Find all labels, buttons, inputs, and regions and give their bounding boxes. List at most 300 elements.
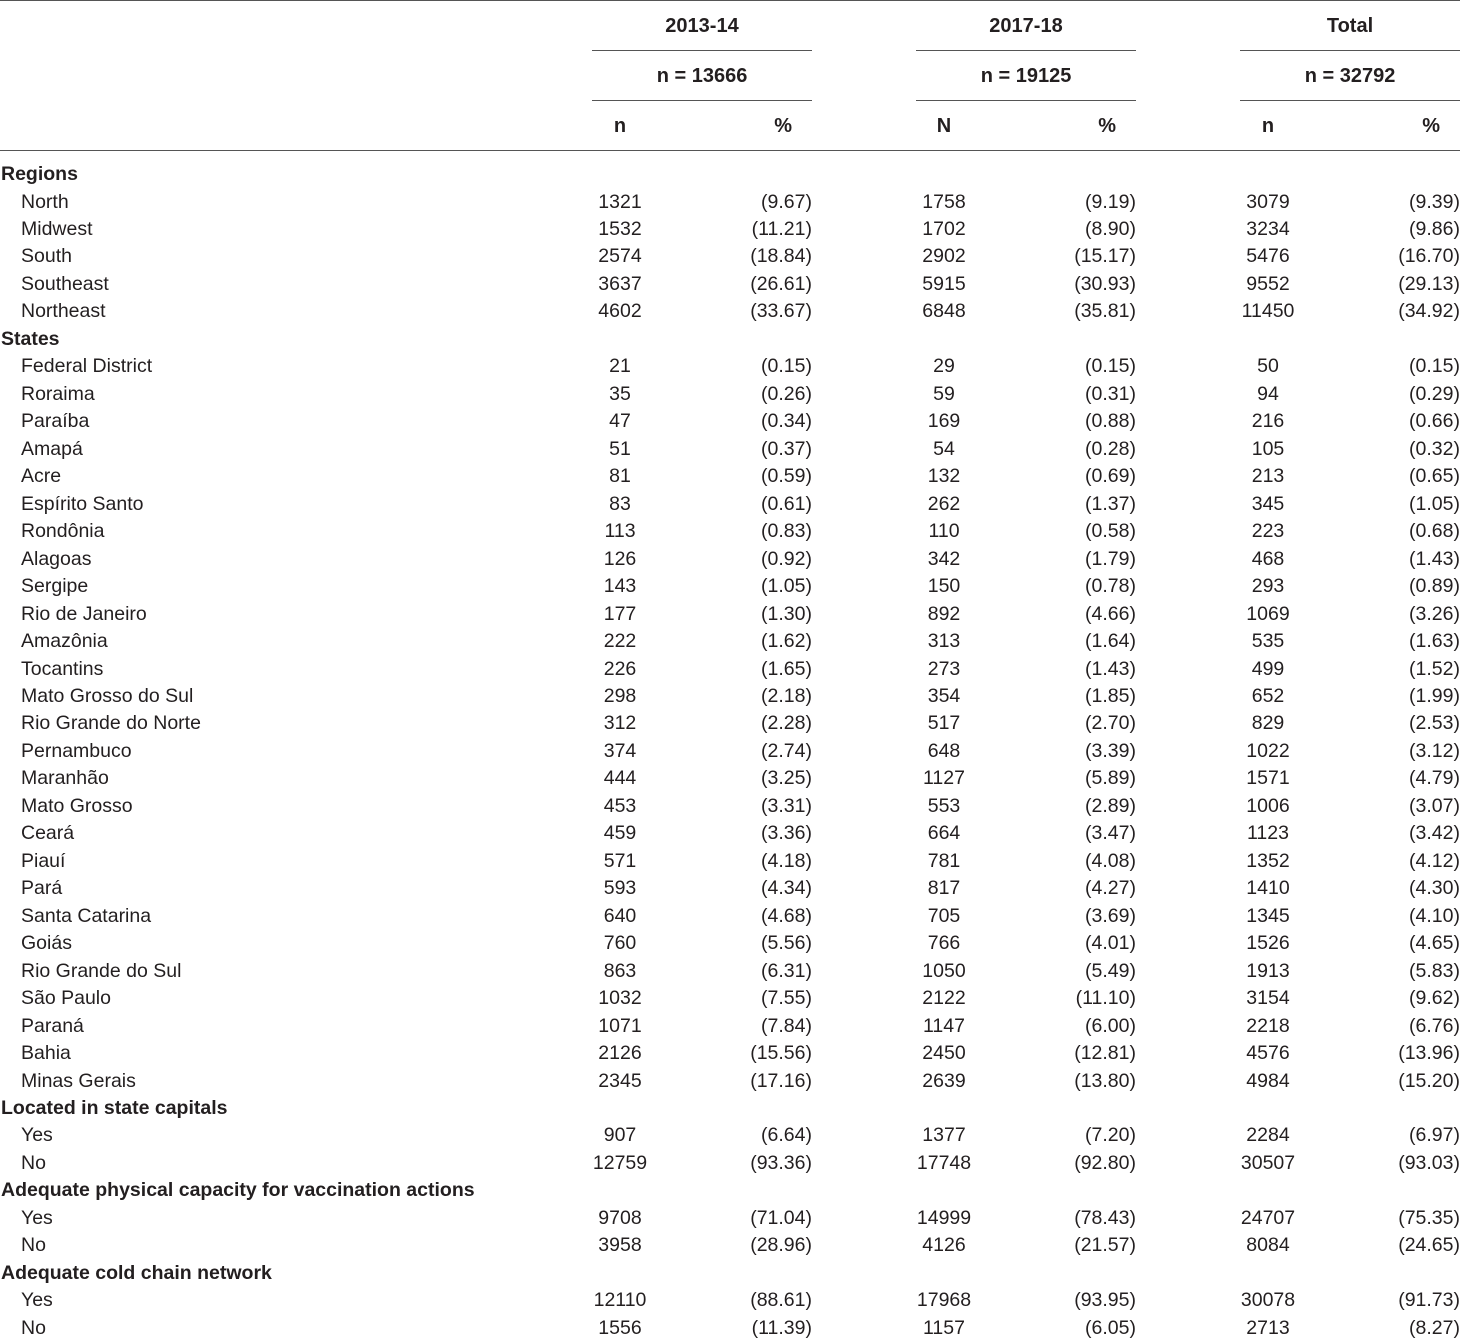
cell-percent: (8.90) (1085, 217, 1136, 240)
cell-percent: (9.67) (761, 190, 812, 213)
cell-percent: (1.64) (1085, 630, 1136, 652)
row-label: Sergipe (21, 575, 89, 597)
table-row (0, 1315, 1460, 1342)
table-row (0, 985, 1460, 1012)
row-label: Pernambuco (21, 739, 132, 762)
cell-count: 342 (927, 547, 961, 570)
cell-percent: (2.53) (1409, 712, 1460, 735)
cell-percent: (6.00) (1085, 1014, 1136, 1037)
cell-percent: (3.12) (1409, 739, 1460, 762)
header-sample-rule-3 (1240, 100, 1460, 101)
cell-percent: (4.10) (1409, 904, 1460, 927)
row-label: Goiás (21, 932, 72, 955)
cell-count: 354 (927, 684, 961, 707)
row-label: Pará (21, 877, 63, 900)
cell-count: 298 (603, 684, 637, 707)
cell-count: 94 (1257, 382, 1279, 405)
cell-count: 1526 (1246, 932, 1290, 955)
cell-count: 6848 (922, 300, 966, 323)
cell-percent: (24.65) (1398, 1234, 1460, 1257)
row-label: No (21, 1316, 46, 1339)
cell-count: 312 (603, 712, 637, 735)
cell-percent: (9.39) (1409, 190, 1460, 213)
cell-percent: (0.65) (1409, 465, 1460, 488)
row-label: No (21, 1151, 46, 1174)
cell-count: 1345 (1246, 904, 1290, 927)
cell-percent: (3.39) (1085, 739, 1136, 762)
cell-count: 571 (603, 849, 637, 872)
cell-count: 81 (609, 465, 631, 488)
cell-count: 17748 (916, 1151, 972, 1174)
cell-percent: (1.43) (1085, 657, 1136, 680)
cell-count: 150 (927, 575, 961, 597)
cell-percent: (71.04) (750, 1206, 812, 1229)
table-row (0, 710, 1460, 737)
cell-percent: (1.79) (1085, 547, 1136, 570)
cell-percent: (0.61) (761, 492, 812, 515)
cell-percent: (1.63) (1409, 630, 1460, 652)
row-label: Mato Grosso (21, 794, 133, 817)
cell-percent: (5.56) (761, 932, 812, 955)
cell-percent: (30.93) (1074, 272, 1136, 295)
col-header-n-total: n (1261, 115, 1275, 137)
table-row (0, 958, 1460, 985)
cell-percent: (35.81) (1074, 300, 1136, 323)
cell-percent: (3.07) (1409, 794, 1460, 817)
cell-percent: (11.21) (751, 217, 812, 240)
cell-percent: (0.29) (1409, 382, 1460, 405)
cell-percent: (1.85) (1085, 684, 1136, 707)
cell-percent: (21.57) (1074, 1234, 1136, 1257)
cell-count: 664 (927, 822, 961, 845)
cell-percent: (0.66) (1409, 410, 1460, 433)
cell-count: 83 (609, 492, 631, 515)
table-row (0, 189, 1460, 216)
cell-count: 2345 (598, 1069, 642, 1092)
table-row (0, 1040, 1460, 1067)
cell-percent: (75.35) (1398, 1206, 1460, 1229)
cell-count: 1532 (598, 217, 642, 240)
header-group-rule-1 (592, 50, 812, 51)
cell-percent: (0.89) (1409, 575, 1460, 597)
cell-percent: (1.43) (1409, 547, 1460, 570)
cell-count: 9552 (1246, 272, 1290, 295)
row-label: Santa Catarina (21, 904, 152, 927)
cell-percent: (0.34) (761, 410, 812, 433)
cell-count: 35 (609, 382, 631, 405)
table-row (0, 656, 1460, 683)
cell-count: 216 (1251, 410, 1285, 433)
cell-count: 3079 (1246, 190, 1290, 213)
cell-count: 177 (603, 602, 637, 625)
table-row (0, 518, 1460, 545)
cell-percent: (88.61) (750, 1289, 812, 1312)
cell-percent: (15.56) (750, 1042, 812, 1064)
row-label: Bahia (21, 1042, 71, 1064)
row-label: Midwest (21, 217, 93, 240)
table-row (0, 765, 1460, 792)
cell-count: 5915 (922, 272, 966, 295)
cell-count: 1050 (922, 959, 966, 982)
section-header-row (0, 326, 1460, 353)
cell-percent: (9.86) (1409, 217, 1460, 240)
cell-percent: (4.68) (761, 904, 812, 927)
row-label: Rio de Janeiro (21, 602, 147, 625)
cell-percent: (93.95) (1074, 1289, 1136, 1312)
row-label: Yes (21, 1289, 53, 1312)
table-row (0, 408, 1460, 435)
row-label: Maranhão (21, 767, 109, 790)
header-group-rule-3 (1240, 50, 1460, 51)
cell-count: 453 (603, 794, 637, 817)
cell-count: 1123 (1247, 822, 1289, 845)
section-header-row (0, 161, 1460, 188)
cell-percent: (7.55) (761, 987, 812, 1010)
cell-count: 553 (927, 794, 961, 817)
table-row (0, 436, 1460, 463)
section-label: Adequate cold chain network (1, 1261, 272, 1284)
cell-percent: (0.58) (1085, 520, 1136, 543)
cell-percent: (7.20) (1085, 1124, 1136, 1147)
cell-percent: (93.03) (1398, 1151, 1460, 1174)
cell-percent: (28.96) (750, 1234, 812, 1257)
cell-count: 1556 (598, 1316, 642, 1339)
section-label: Adequate physical capacity for vaccination actions (1, 1179, 475, 1202)
row-label: Northeast (21, 300, 106, 323)
cell-percent: (9.19) (1085, 190, 1136, 213)
cell-count: 1702 (922, 217, 966, 240)
cell-count: 5476 (1246, 245, 1290, 268)
cell-percent: (6.05) (1085, 1316, 1136, 1339)
header-group-2017-18: 2017-18 (989, 15, 1063, 37)
cell-percent: (3.36) (761, 822, 812, 845)
cell-percent: (78.43) (1074, 1206, 1136, 1229)
cell-count: 2218 (1246, 1014, 1290, 1037)
cell-percent: (3.42) (1409, 822, 1460, 845)
table-row (0, 271, 1460, 298)
cell-count: 535 (1251, 630, 1285, 652)
cell-count: 1758 (922, 190, 966, 213)
cell-count: 14999 (916, 1206, 972, 1229)
row-label: North (21, 190, 69, 213)
cell-count: 863 (603, 959, 637, 982)
row-label: Yes (21, 1206, 53, 1229)
row-label: Acre (21, 465, 62, 488)
cell-count: 47 (609, 410, 631, 433)
cell-count: 3154 (1246, 987, 1290, 1010)
row-label: São Paulo (21, 987, 111, 1010)
cell-percent: (5.83) (1409, 959, 1460, 982)
header-group-rule-2 (916, 50, 1136, 51)
cell-count: 1127 (923, 767, 965, 790)
cell-count: 374 (603, 739, 637, 762)
cell-count: 213 (1251, 465, 1285, 488)
cell-count: 760 (603, 932, 637, 955)
cell-count: 2126 (598, 1042, 642, 1064)
cell-percent: (2.28) (761, 712, 812, 735)
cell-count: 11450 (1241, 300, 1295, 323)
table-row (0, 216, 1460, 243)
table-row (0, 1013, 1460, 1040)
row-label: Piauí (21, 849, 66, 872)
table-row (0, 1232, 1460, 1259)
cell-percent: (91.73) (1398, 1289, 1460, 1312)
cell-percent: (6.76) (1409, 1014, 1460, 1037)
cell-percent: (5.89) (1085, 767, 1136, 790)
cell-percent: (0.15) (1409, 355, 1460, 378)
section-label: States (1, 327, 60, 350)
cell-percent: (1.52) (1409, 657, 1460, 680)
cell-count: 1157 (923, 1316, 965, 1339)
cell-percent: (9.62) (1409, 987, 1460, 1010)
cell-percent: (2.89) (1085, 794, 1136, 817)
cell-count: 829 (1251, 712, 1285, 735)
cell-percent: (15.17) (1074, 245, 1136, 268)
cell-count: 345 (1251, 492, 1285, 515)
table-row (0, 793, 1460, 820)
cell-count: 30078 (1240, 1289, 1296, 1312)
cell-count: 21 (609, 355, 631, 378)
row-label: Amazônia (21, 630, 108, 652)
cell-percent: (4.79) (1409, 767, 1460, 790)
cell-percent: (11.10) (1075, 987, 1136, 1010)
cell-count: 1147 (923, 1014, 965, 1037)
header-sample-2017-18: n = 19125 (980, 65, 1072, 87)
table-row (0, 848, 1460, 875)
cell-percent: (8.27) (1409, 1316, 1460, 1339)
cell-percent: (29.13) (1398, 272, 1460, 295)
table-row (0, 683, 1460, 710)
row-label: Yes (21, 1124, 53, 1147)
cell-count: 169 (927, 410, 961, 433)
cell-count: 4576 (1246, 1042, 1290, 1064)
table-row (0, 353, 1460, 380)
cell-count: 2284 (1246, 1124, 1290, 1147)
cell-percent: (4.08) (1085, 849, 1136, 872)
table-row (0, 298, 1460, 325)
cell-count: 1352 (1246, 849, 1290, 872)
cell-count: 313 (927, 630, 961, 652)
table-row (0, 601, 1460, 628)
cell-count: 2450 (922, 1042, 966, 1064)
cell-count: 817 (927, 877, 961, 900)
table-row (0, 1205, 1460, 1232)
cell-percent: (2.70) (1085, 712, 1136, 735)
cell-count: 8084 (1246, 1234, 1290, 1257)
row-label: Mato Grosso do Sul (21, 684, 194, 707)
header-sample-rule-2 (916, 100, 1136, 101)
header-sample-2013-14: n = 13666 (656, 65, 748, 87)
row-label: Rondônia (21, 520, 105, 543)
row-label: No (21, 1234, 46, 1257)
cell-percent: (5.49) (1085, 959, 1136, 982)
cell-percent: (0.92) (761, 547, 812, 570)
header-bottom-rule (0, 150, 1460, 151)
cell-percent: (4.30) (1409, 877, 1460, 900)
table-row (0, 820, 1460, 847)
row-label: Rio Grande do Sul (21, 959, 182, 982)
section-header-row (0, 1260, 1460, 1287)
col-header-pct-2017-18: % (1098, 115, 1116, 137)
cell-count: 4984 (1246, 1069, 1290, 1092)
row-label: Rio Grande do Norte (21, 712, 201, 735)
cell-count: 54 (933, 437, 955, 460)
cell-count: 12759 (592, 1151, 648, 1174)
row-label: Minas Gerais (21, 1069, 136, 1092)
cell-count: 1069 (1246, 602, 1290, 625)
cell-count: 499 (1251, 657, 1285, 680)
header-sample-total: n = 32792 (1304, 65, 1396, 87)
header-group-2013-14: 2013-14 (665, 15, 739, 37)
cell-percent: (2.18) (761, 684, 812, 707)
cell-percent: (0.28) (1085, 437, 1136, 460)
cell-percent: (6.97) (1409, 1124, 1460, 1147)
cell-count: 30507 (1240, 1151, 1296, 1174)
table-top-rule (0, 0, 1460, 1)
section-label: Located in state capitals (1, 1097, 228, 1119)
cell-percent: (3.31) (761, 794, 812, 817)
cell-count: 29 (933, 355, 955, 378)
row-label: Espírito Santo (21, 492, 144, 515)
cell-count: 4602 (598, 300, 642, 323)
row-label: Roraima (21, 382, 95, 405)
row-label: Southeast (21, 272, 109, 295)
cell-percent: (3.25) (761, 767, 812, 790)
cell-percent: (0.31) (1085, 382, 1136, 405)
cell-count: 892 (927, 602, 961, 625)
cell-percent: (3.47) (1085, 822, 1136, 845)
cell-percent: (6.64) (761, 1124, 812, 1147)
cell-count: 781 (927, 849, 961, 872)
cell-percent: (1.05) (1409, 492, 1460, 515)
table-row (0, 1122, 1460, 1149)
cell-percent: (92.80) (1074, 1151, 1136, 1174)
cell-count: 1022 (1246, 739, 1290, 762)
cell-percent: (33.67) (750, 300, 812, 323)
table-row (0, 546, 1460, 573)
cell-count: 1032 (598, 987, 642, 1010)
cell-percent: (18.84) (750, 245, 812, 268)
cell-count: 222 (603, 630, 637, 652)
cell-percent: (16.70) (1398, 245, 1460, 268)
cell-percent: (0.88) (1085, 410, 1136, 433)
cell-count: 143 (603, 575, 637, 597)
cell-percent: (3.26) (1409, 602, 1460, 625)
cell-count: 9708 (598, 1206, 642, 1229)
cell-percent: (0.69) (1085, 465, 1136, 488)
cell-count: 3958 (598, 1234, 642, 1257)
cell-percent: (0.26) (761, 382, 812, 405)
row-label: Paraíba (21, 410, 90, 433)
cell-count: 126 (603, 547, 637, 570)
section-label: Regions (1, 163, 78, 185)
cell-count: 648 (927, 739, 961, 762)
row-label: Alagoas (21, 547, 92, 570)
table-row (0, 1068, 1460, 1095)
cell-percent: (26.61) (750, 272, 812, 295)
header-sample-rule-1 (592, 100, 812, 101)
cell-count: 1913 (1246, 959, 1290, 982)
table-row (0, 243, 1460, 270)
cell-count: 640 (603, 904, 637, 927)
cell-count: 444 (603, 767, 637, 790)
cell-count: 1071 (598, 1014, 642, 1037)
cell-count: 2902 (922, 245, 966, 268)
table-row (0, 1287, 1460, 1314)
header-group-total: Total (1326, 15, 1374, 37)
cell-count: 593 (603, 877, 637, 900)
cell-count: 2713 (1246, 1316, 1290, 1339)
table-row (0, 573, 1460, 600)
cell-count: 223 (1251, 520, 1285, 543)
cell-percent: (0.32) (1409, 437, 1460, 460)
cell-percent: (4.12) (1409, 849, 1460, 872)
cell-count: 110 (928, 520, 960, 543)
cell-percent: (4.27) (1085, 877, 1136, 900)
cell-percent: (1.05) (761, 575, 812, 597)
row-label: Tocantins (21, 657, 104, 680)
cell-count: 1321 (598, 190, 642, 213)
col-header-n-2013-14: n (613, 115, 627, 137)
cell-percent: (1.99) (1409, 684, 1460, 707)
cell-percent: (93.36) (750, 1151, 812, 1174)
cell-count: 59 (933, 382, 955, 405)
cell-percent: (4.01) (1085, 932, 1136, 955)
section-header-row (0, 1095, 1460, 1122)
table-row (0, 463, 1460, 490)
table-row (0, 628, 1460, 655)
cell-percent: (4.34) (761, 877, 812, 900)
cell-count: 2639 (922, 1069, 966, 1092)
row-label: Federal District (21, 355, 153, 378)
cell-count: 2574 (598, 245, 642, 268)
cell-count: 1006 (1246, 794, 1290, 817)
cell-count: 459 (603, 822, 637, 845)
cell-percent: (13.96) (1398, 1042, 1460, 1064)
cell-count: 766 (927, 932, 961, 955)
cell-count: 4126 (922, 1234, 966, 1257)
cell-percent: (2.74) (761, 739, 812, 762)
table-row (0, 930, 1460, 957)
cell-count: 50 (1257, 355, 1279, 378)
cell-count: 3637 (598, 272, 642, 295)
cell-count: 273 (927, 657, 961, 680)
table-row (0, 491, 1460, 518)
table-row (0, 875, 1460, 902)
row-label: Amapá (21, 437, 83, 460)
cell-percent: (1.62) (761, 630, 812, 652)
cell-percent: (0.78) (1085, 575, 1136, 597)
cell-percent: (17.16) (750, 1069, 812, 1092)
cell-percent: (0.15) (761, 355, 812, 378)
cell-percent: (13.80) (1074, 1069, 1136, 1092)
table-row (0, 903, 1460, 930)
cell-count: 1377 (922, 1124, 966, 1147)
cell-percent: (1.30) (761, 602, 812, 625)
cell-percent: (4.18) (761, 849, 812, 872)
section-header-row (0, 1177, 1460, 1204)
cell-percent: (1.65) (761, 657, 812, 680)
cell-percent: (0.37) (761, 437, 812, 460)
cell-count: 132 (927, 465, 961, 488)
col-header-pct-total: % (1422, 115, 1440, 137)
cell-count: 1410 (1246, 877, 1290, 900)
cell-percent: (7.84) (761, 1014, 812, 1037)
cell-count: 468 (1251, 547, 1285, 570)
cell-percent: (0.83) (761, 520, 812, 543)
cell-percent: (6.31) (761, 959, 812, 982)
col-header-pct-2013-14: % (774, 115, 792, 137)
